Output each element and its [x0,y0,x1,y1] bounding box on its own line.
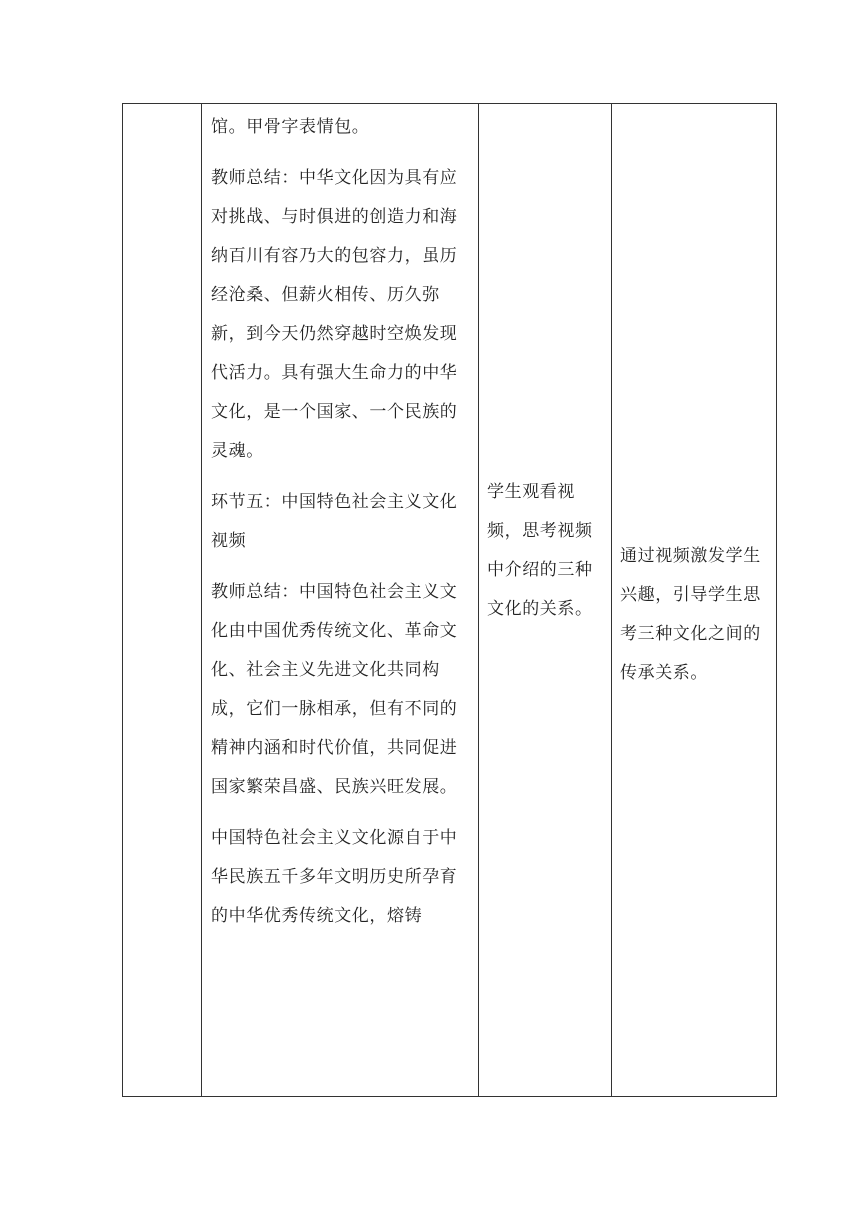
paragraph-section-five: 环节五：中国特色社会主义文化视频 [211,492,458,551]
lesson-plan-table [122,103,777,1097]
design-intent-text: 通过视频激发学生兴趣，引导学生思考三种文化之间的传承关系。 [620,546,761,683]
paragraph-socialist-culture-origin: 中国特色社会主义文化源自于中华民族五千多年文明历史所孕育的中华优秀传统文化，熔铸 [211,828,458,926]
stage-cell [123,104,202,1097]
table-row [123,104,777,1097]
paragraph-teacher-summary-1: 教师总结：中华文化因为具有应对挑战、与时俱进的创造力和海纳百川有容乃大的包容力，虽历经沧桑、但薪火相传、历久弥新，到今天仍然穿越时空焕发现代活力。具有强大生命力的中华文化，是一个国家、一个民族的灵魂。 [211,168,458,461]
paragraph-teacher-summary-2: 教师总结：中国特色社会主义文化由中国优秀传统文化、革命文化、社会主义先进文化共同构成，它们一脉相承，但有不同的精神内涵和时代价值，共同促进国家繁荣昌盛、民族兴旺发展。 [211,582,458,797]
student-activity-text: 学生观看视频，思考视频中介绍的三种文化的关系。 [487,482,593,619]
design-intent-cell [612,104,777,1097]
teacher-activity-cell [202,104,479,1097]
paragraph-continuation: 馆。甲骨字表情包。 [211,117,370,137]
student-activity-cell [479,104,612,1097]
